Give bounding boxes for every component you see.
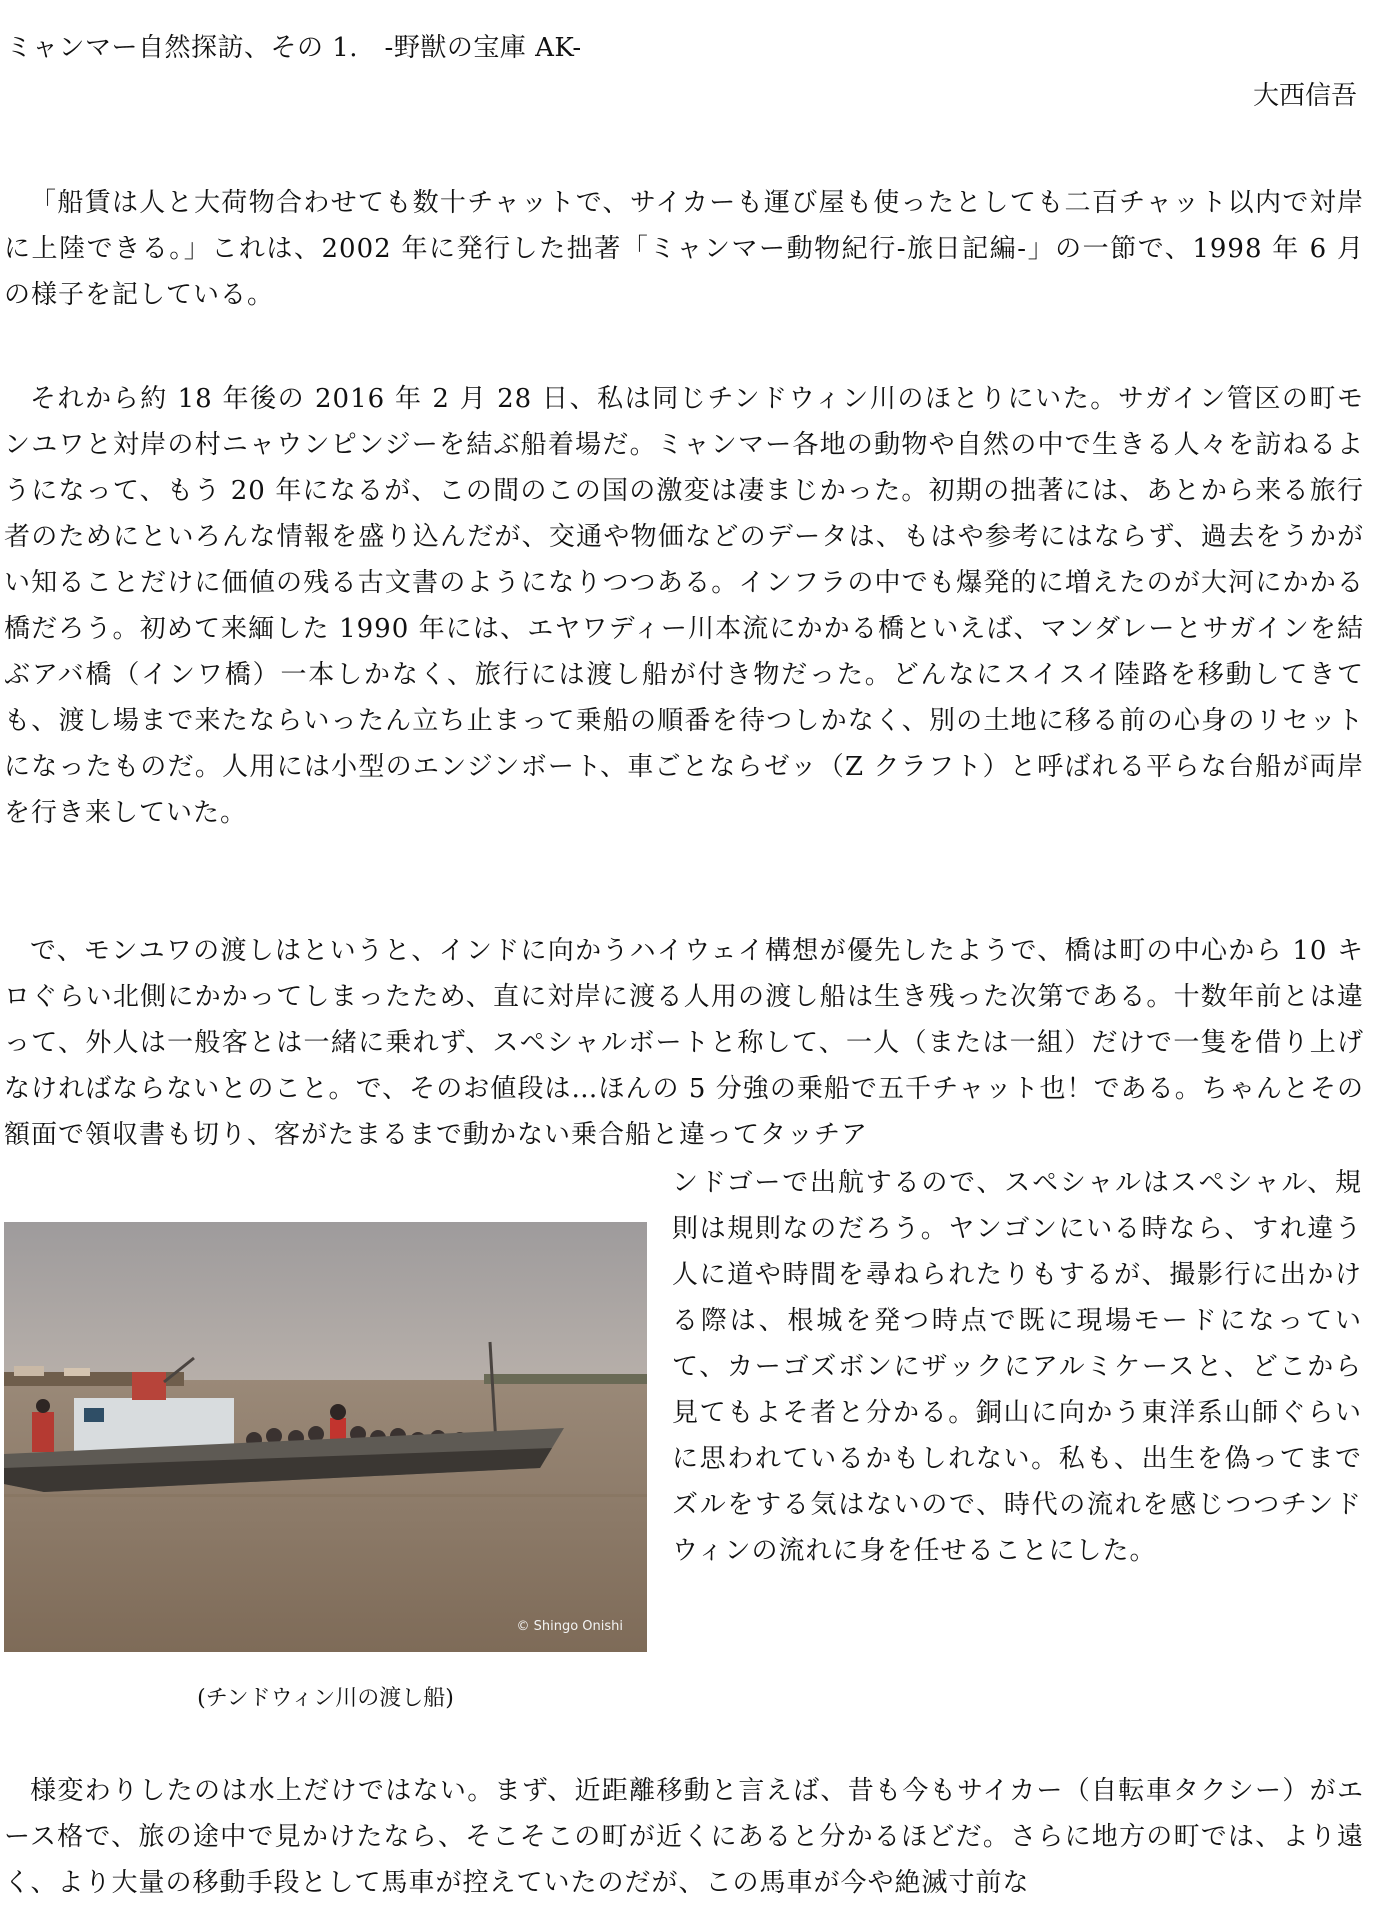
ferry-boat-photo-icon — [4, 1222, 647, 1652]
paragraph-3: で、モンユワの渡しはというと、インドに向かうハイウェイ構想が優先したようで、橋は町の中心から 10 キロぐらい北側にかかってしまったため、直に対岸に渡る人用の渡し船は生き残った次第である。十数年前とは違って、外人は一般客とは一緒に乗れず、スペシャルボートと称して、一人（または一組）だけで一隻を借り上げなければならないとのこと。で、そのお値段は…ほんの 5 分強の乗船で五千チャット也！である。ちゃんとその額面で領収書も切り、客がたまるまで動かない乗合船と違ってタッチア — [4, 936, 1364, 1150]
paragraph-1: 「船賃は人と大荷物合わせても数十チャットで、サイカーも運び屋も使ったとしても二百チャット以内で対岸に上陸できる。」これは、2002 年に発行した拙著「ミャンマー動物紀行-旅日記編-」の一節で、1998 年 6 月の様子を記している。 — [4, 188, 1364, 310]
paragraph-3-continued: ンドゴーで出航するので、スペシャルはスペシャル、規則は規則なのだろう。ヤンゴンにいる時なら、すれ違う人に道や時間を尋ねられたりもするが、撮影行に出かける際は、根城を発つ時点で既に現場モードになっていて、カーゴズボンにザックにアルミケースと、どこから見てもよそ者と分かる。銅山に向かう東洋系山師ぐらいに思われているかもしれない。私も、出生を偽ってまでズルをする気はないので、時代の流れを感じつつチンドウィンの流れに身を任せることにした。 — [672, 1168, 1362, 1566]
paragraph-2: それから約 18 年後の 2016 年 2 月 28 日、私は同じチンドウィン川のほとりにいた。サガイン管区の町モンユワと対岸の村ニャウンピンジーを結ぶ船着場だ。ミャンマー各地の動物や自然の中で生きる人々を訪ねるようになって、もう 20 年になるが、この間のこの国の激変は凄まじかった。初期の拙著には、あとから来る旅行者のためにといろんな情報を盛り込んだが、交通や物価などのデータは、もはや参考にはならず、過去をうかがい知ることだけに価値の残る古文書のようになりつつある。インフラの中でも爆発的に増えたのが大河にかかる橋だろう。初めて来緬した 1990 年には、エヤワディー川本流にかかる橋といえば、マンダレーとサガインを結ぶアバ橋（インワ橋）一本しかなく、旅行には渡し船が付き物だった。どんなにスイスイ陸路を移動してきても、渡し場まで来たならいったん立ち止まって乗船の順番を待つしかなく、別の土地に移る前の心身のリセットになったものだ。人用には小型のエンジンボート、車ごとならゼッ（Z クラフト）と呼ばれる平らな台船が両岸を行き来していた。 — [4, 384, 1364, 828]
photo-credit: © Shingo Onishi — [516, 1619, 623, 1634]
photo-caption: (チンドウィン川の渡し船) — [197, 1686, 454, 1711]
article-title: ミャンマー自然探訪、その 1. -野獣の宝庫 AK- — [6, 33, 582, 63]
ferry-photo — [4, 1222, 647, 1652]
paragraph-4: 様変わりしたのは水上だけではない。まず、近距離移動と言えば、昔も今もサイカー（自転車タクシー）がエース格で、旅の途中で見かけたなら、そこそこの町が近くにあると分かるほどだ。さらに地方の町では、より遠く、より大量の移動手段として馬車が控えていたのだが、この馬車が今や絶滅寸前な — [4, 1776, 1364, 1898]
author-name: 大西信吾 — [1252, 81, 1357, 111]
